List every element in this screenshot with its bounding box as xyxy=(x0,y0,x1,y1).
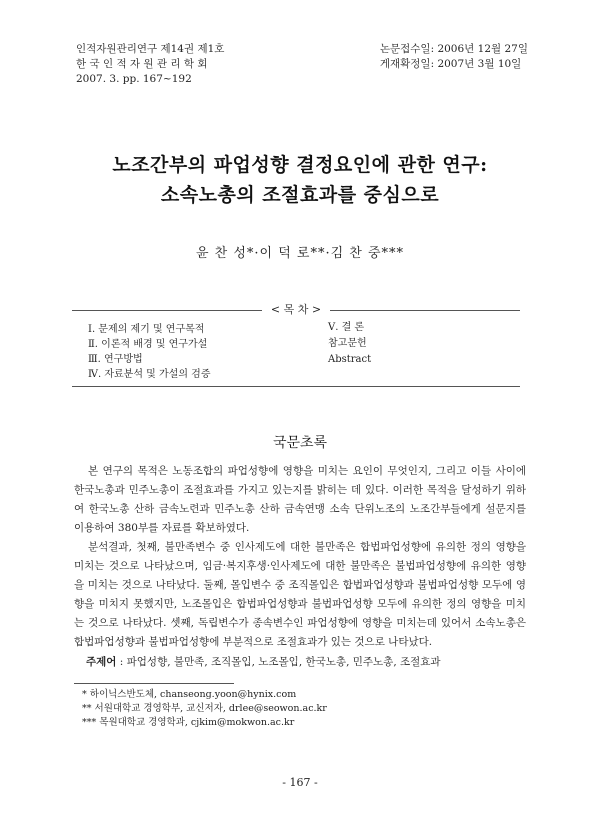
toc-right-column xyxy=(328,320,371,368)
page-number: - 167 - xyxy=(282,776,318,789)
keywords xyxy=(86,654,526,669)
toc-item: 참고문헌 xyxy=(328,338,367,349)
author-list: 윤 찬 성*·이 덕 로**·김 찬 중*** xyxy=(195,246,405,261)
received-date: 논문접수일: 2006년 12월 27일 xyxy=(379,43,528,55)
journal-info xyxy=(76,42,224,87)
title-line-1: 노조간부의 파업성향 결정요인에 관한 연구: xyxy=(112,154,488,176)
toc-item: Abstract xyxy=(328,354,372,365)
abstract-paragraph: 본 연구의 목적은 노동조합의 파업성향에 영향을 미치는 요인이 무엇인지, 그리고 이들 사이에 한국노총과 민주노총이 조절효과를 가지고 있는지를 밝히는 데 있다. 이러한 목적을 달성하기 위하여 한국노총 산하 금속노련과 민주노총 산하 금속연맹 소속 단위노조의 노조간부들에게 설문지를 이용하여 380부를 자료를 확보하였다. xyxy=(74,465,526,534)
toc-item: Ⅱ. 이론적 배경 및 연구가설 xyxy=(88,339,208,350)
submission-dates xyxy=(380,42,528,72)
footnote-author-1: * 하이닉스반도체, chanseong.yoon@hynix.com xyxy=(82,689,297,700)
toc-item: Ⅰ. 문제의 제기 및 연구목적 xyxy=(88,324,205,335)
table-of-contents xyxy=(72,300,520,388)
toc-rule-right xyxy=(330,310,520,311)
toc-left-column xyxy=(88,322,210,382)
toc-item: Ⅴ. 결 론 xyxy=(328,322,365,333)
toc-item: Ⅲ. 연구방법 xyxy=(88,354,143,365)
toc-item: Ⅳ. 자료분석 및 가설의 검증 xyxy=(88,369,211,380)
journal-name: 인적자원관리연구 제14권 제1호 xyxy=(76,43,225,55)
toc-heading: < 목 차 > xyxy=(270,303,322,316)
footnotes xyxy=(82,688,327,730)
title-line-2: 소속노총의 조절효과를 중심으로 xyxy=(160,184,440,206)
keywords-list: : 파업성향, 불만족, 조직몰입, 노조몰입, 한국노총, 민주노총, 조절효과 xyxy=(116,656,441,668)
footnote-rule xyxy=(74,683,234,684)
accepted-date: 게재확정일: 2007년 3월 10일 xyxy=(379,58,522,70)
footnote-author-2: ** 서원대학교 경영학부, 교신저자, drlee@seowon.ac.kr xyxy=(82,703,327,714)
abstract-heading: 국문초록 xyxy=(272,435,328,451)
keywords-label: 주제어 xyxy=(86,656,117,668)
toc-rule-left xyxy=(72,310,262,311)
abstract-paragraph: 분석결과, 첫째, 불만족변수 중 인사제도에 대한 불만족은 합법파업성향에 유의한 정의 영향을 미치는 것으로 나타났으며, 임금·복지후생·인사제도에 대한 불만족은 불법파업성향에 유의한 영향을 미치는 것으로 나타났다. 둘째, 몰입변수 중 조직몰입은 합법파업성향과 불법파업성향 모두에 영향을 미치지 못했지만, 노조몰입은 합법파업성향과 불법파업성향 모두에 유의한 정의 영향을 미치는 것으로 나타났다. 셋째, 독립변수가 종속변수인 파업성향에 영향을 미치는데 있어서 소속노총은 합법파업성향과 불법파업성향에 부분적으로 조절효과가 있는 것으로 나타났다. xyxy=(74,541,526,648)
footnote-author-3: *** 목원대학교 경영학과, cjkim@mokwon.ac.kr xyxy=(82,717,295,728)
paper-title xyxy=(0,150,600,210)
society-name: 한 국 인 적 자 원 관 리 학 회 xyxy=(76,58,208,70)
toc-bottom-rule xyxy=(72,386,520,387)
issue-pages: 2007. 3. pp. 167~192 xyxy=(76,73,192,85)
abstract-body xyxy=(74,462,526,652)
